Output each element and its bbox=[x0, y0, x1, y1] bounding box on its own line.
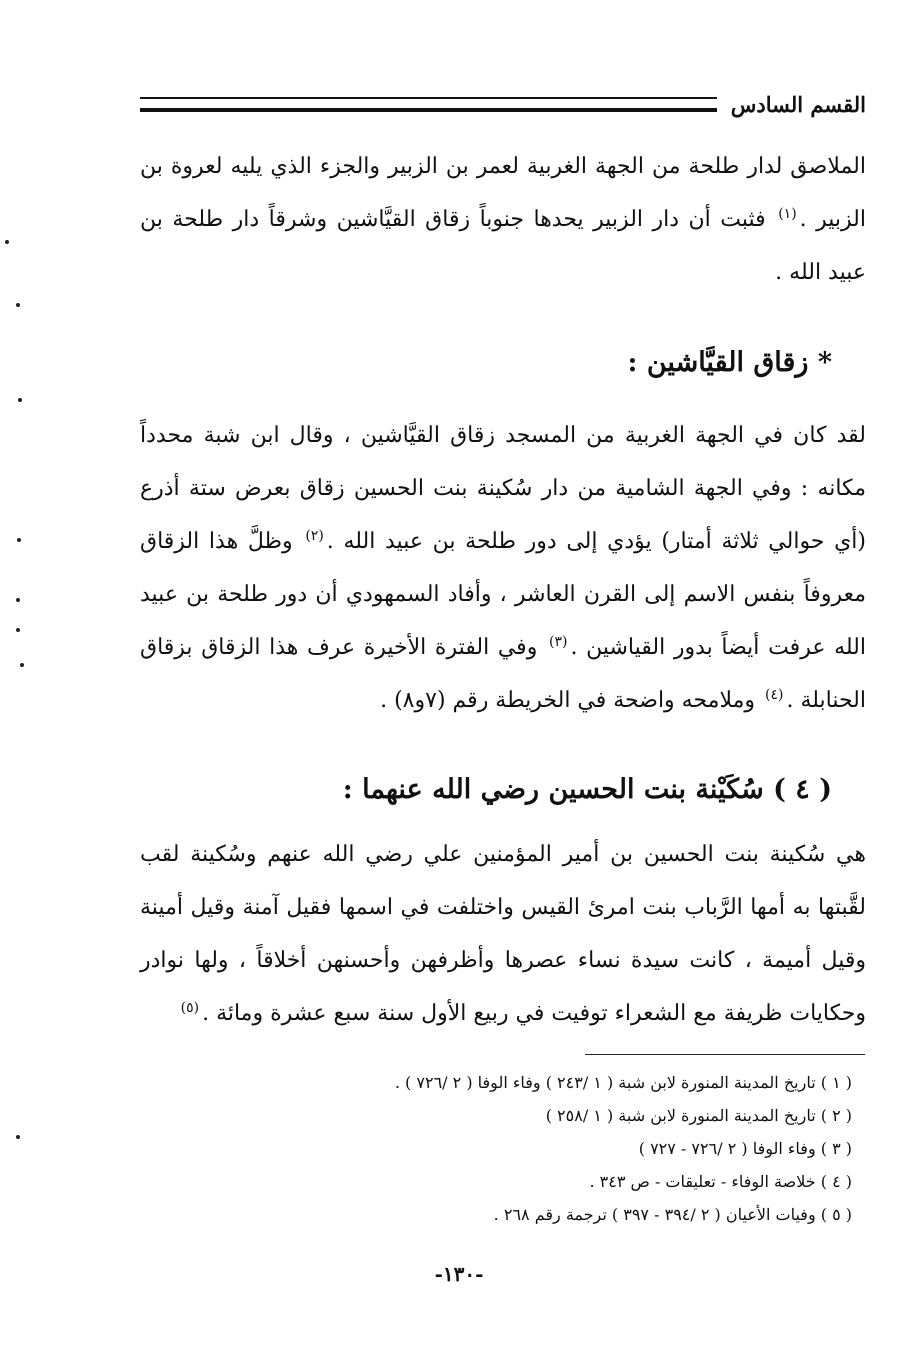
footnote-marker-3: (٣) bbox=[548, 633, 568, 650]
running-header bbox=[140, 84, 866, 124]
footnote-marker-5: (٥) bbox=[180, 999, 200, 1016]
paragraph-text: الملاصق لدار طلحة من الجهة الغربية لعمر بن الزبير والجزء الذي يليه لعروة بن الزبير . bbox=[140, 154, 866, 232]
scan-speck bbox=[18, 398, 22, 402]
paragraph-text: لقد كان في الجهة الغربية من المسجد زقاق القيَّاشين ، وقال ابن شبة محدداً مكانه : وفي الجهة الشامية من دار سُكينة بنت الحسين زقاق بعرض ستة أذرع (أي حوالي ثلاثة أمتار) يؤدي إلى دور طلحة بن عبيد الله . bbox=[140, 423, 866, 554]
scan-speck bbox=[17, 538, 21, 542]
footnote-item: ( ٣ ) وفاء الوفا ( ٢ /٧٢٦ - ٧٢٧ ) bbox=[638, 1139, 852, 1158]
footnotes-list bbox=[132, 1066, 852, 1231]
footnote-item: ( ٥ ) وفيات الأعيان ( ٢ /٣٩٤ - ٣٩٧ ) ترجمة رقم ٢٦٨ . bbox=[493, 1205, 852, 1224]
paragraph-text: هي سُكينة بنت الحسين بن أمير المؤمنين علي رضي الله عنهم وسُكينة لقب لقَّبتها به أمها الرَّباب بنت امرئ القيس واختلفت في اسمها فقيل آمنة وقيل أمينة وقيل أميمة ، كانت سيدة نساء عصرها وأظرفهن وأحسنهن أخلاقاً ، ولها نوادر وحكايات ظريفة مع الشعراء توفيت في ربيع الأول سنة سبع عشرة ومائة . bbox=[140, 842, 866, 1026]
paragraph-text: وفي الفترة الأخيرة عرف هذا الزقاق بزقاق الحنابلة . bbox=[140, 635, 866, 713]
heading-sukayna: ( ٤ ) سُكَيْنة بنت الحسين رضي الله عنهما : bbox=[342, 774, 832, 805]
scan-speck bbox=[16, 598, 20, 602]
scan-speck bbox=[5, 240, 9, 244]
page-number: -١٣٠- bbox=[434, 1262, 484, 1286]
scan-speck bbox=[20, 663, 24, 667]
header-double-rule bbox=[140, 97, 717, 112]
footnote-marker-2: (٢) bbox=[305, 527, 324, 544]
footnote-separator bbox=[585, 1054, 865, 1055]
paragraph-text: وظلَّ هذا الزقاق معروفاً بنفس الاسم إلى القرن العاشر ، وأفاد السمهودي أن دور طلحة بن عبيد الله عرفت أيضاً بدور القياشين . bbox=[140, 529, 866, 660]
heading-zuqaq-al-qayyashin: * زقاق القيَّاشين : bbox=[627, 347, 832, 378]
scan-speck bbox=[16, 628, 20, 632]
paragraph-text: وملامحه واضحة في الخريطة رقم (٧و٨) . bbox=[380, 688, 762, 713]
paragraph-text: فثبت أن دار الزبير يحدها جنوباً زقاق القيَّاشين وشرقاً دار طلحة بن عبيد الله . bbox=[140, 207, 866, 285]
footnote-marker-1: (١) bbox=[778, 205, 797, 222]
footnote-marker-4: (٤) bbox=[764, 686, 784, 703]
paragraph-dar-al-zubair bbox=[140, 140, 866, 299]
paragraph-zuqaq bbox=[140, 409, 866, 727]
paragraph-sukayna bbox=[140, 828, 866, 1040]
section-title: القسم السادس bbox=[730, 91, 866, 117]
footnote-item: ( ٤ ) خلاصة الوفاء - تعليقات - ص ٣٤٣ . bbox=[589, 1172, 852, 1191]
scan-speck bbox=[16, 1135, 20, 1139]
footnote-item: ( ١ ) تاريخ المدينة المنورة لابن شبة ( ١ /٢٤٣ ) وفاء الوفا ( ٢ /٧٢٦ ) . bbox=[394, 1073, 852, 1092]
scan-speck bbox=[16, 303, 20, 307]
footnote-item: ( ٢ ) تاريخ المدينة المنورة لابن شبة ( ١ /٢٥٨ ) bbox=[545, 1106, 852, 1125]
